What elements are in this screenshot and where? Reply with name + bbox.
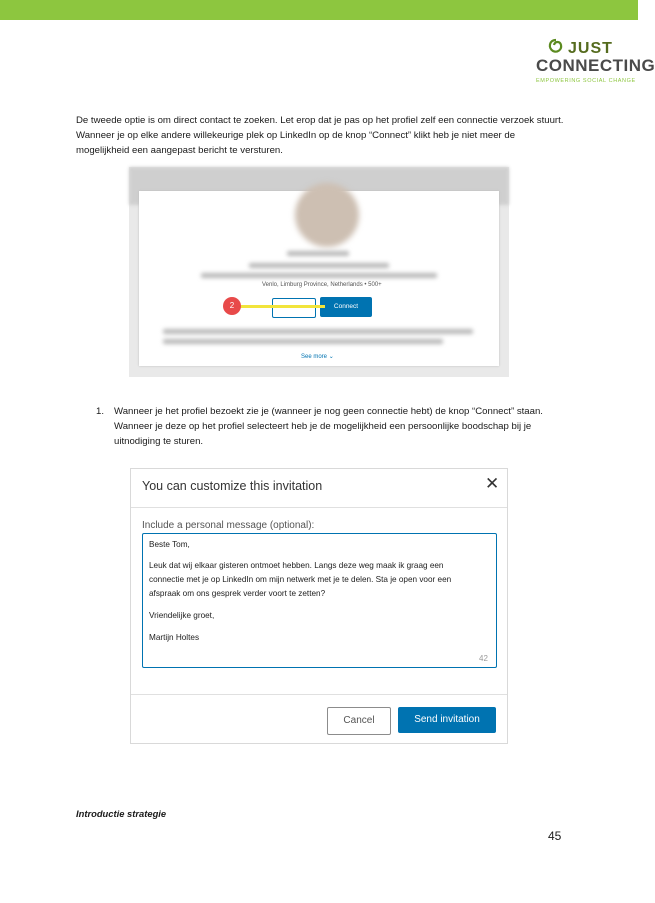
character-count: 42 xyxy=(479,654,488,663)
message-line: Leuk dat wij elkaar gisteren ontmoet hebben. Langs deze weg maak ik graag een xyxy=(149,561,444,570)
message-line: Beste Tom, xyxy=(149,540,190,549)
connect-button[interactable]: Connect xyxy=(320,297,372,317)
see-more-link[interactable] xyxy=(301,353,334,360)
message-prompt: Include a personal message (optional): xyxy=(142,520,315,531)
logo-line-2: CONNECTING xyxy=(536,56,655,75)
blurred-summary xyxy=(163,329,473,334)
step-badge: 2 xyxy=(223,297,241,315)
divider xyxy=(131,507,507,508)
message-line: Martijn Holtes xyxy=(149,633,200,642)
page-number: 45 xyxy=(548,829,562,843)
send-invitation-button[interactable]: Send invitation xyxy=(398,707,496,733)
divider xyxy=(131,694,507,695)
message-line: connectie met je op LinkedIn om mijn netwerk met je te delen. Sta je open voor een xyxy=(149,575,452,584)
dialog-title: You can customize this invitation xyxy=(142,479,323,493)
close-icon[interactable]: ✕ xyxy=(485,474,500,493)
message-button[interactable] xyxy=(272,298,316,318)
see-more-label: See more xyxy=(301,354,328,360)
footer-title: Introductie strategie xyxy=(76,808,167,819)
list-item-text: Wanneer je het profiel bezoekt zie je (wanneer je nog geen connectie hebt) de knop “Connect” staan. Wanneer je deze op het profiel selecteert heb je de mogelijkheid een persoonlijke boodschap bij je uitnodiging te sturen. xyxy=(114,406,543,447)
highlight-arrow xyxy=(239,305,325,308)
leaf-swirl-icon xyxy=(546,38,566,56)
linkedin-profile-screenshot xyxy=(129,167,509,377)
profile-avatar xyxy=(295,183,359,247)
blurred-summary-2 xyxy=(163,339,443,344)
invitation-dialog xyxy=(130,468,508,744)
profile-location: Venlo, Limburg Province, Netherlands • 500+ xyxy=(262,282,382,288)
list-number: 1. xyxy=(96,406,105,417)
logo-line-1: JUST xyxy=(568,40,613,57)
blurred-name xyxy=(287,251,349,256)
message-textarea[interactable] xyxy=(142,533,497,668)
profile-card xyxy=(139,191,499,366)
blurred-company xyxy=(201,273,437,278)
just-connecting-logo xyxy=(532,38,655,90)
message-line: Vriendelijke groet, xyxy=(149,611,215,620)
intro-paragraph: De tweede optie is om direct contact te zoeken. Let erop dat je pas op het profiel zelf een connectie verzoek stuurt. Wanneer je op elke andere willekeurige plek op LinkedIn op de knop “Connect” klikt heb je niet meer de mogelijkheid een aangepast bericht te versturen. xyxy=(76,115,564,156)
chevron-down-icon: ⌄ xyxy=(328,354,334,360)
blurred-headline xyxy=(249,263,389,268)
message-line: afspraak om ons gesprek verder voort te zetten? xyxy=(149,589,326,598)
cancel-button[interactable]: Cancel xyxy=(327,707,391,735)
logo-tagline: EMPOWERING SOCIAL CHANGE xyxy=(536,78,636,84)
top-color-bar xyxy=(0,0,638,20)
